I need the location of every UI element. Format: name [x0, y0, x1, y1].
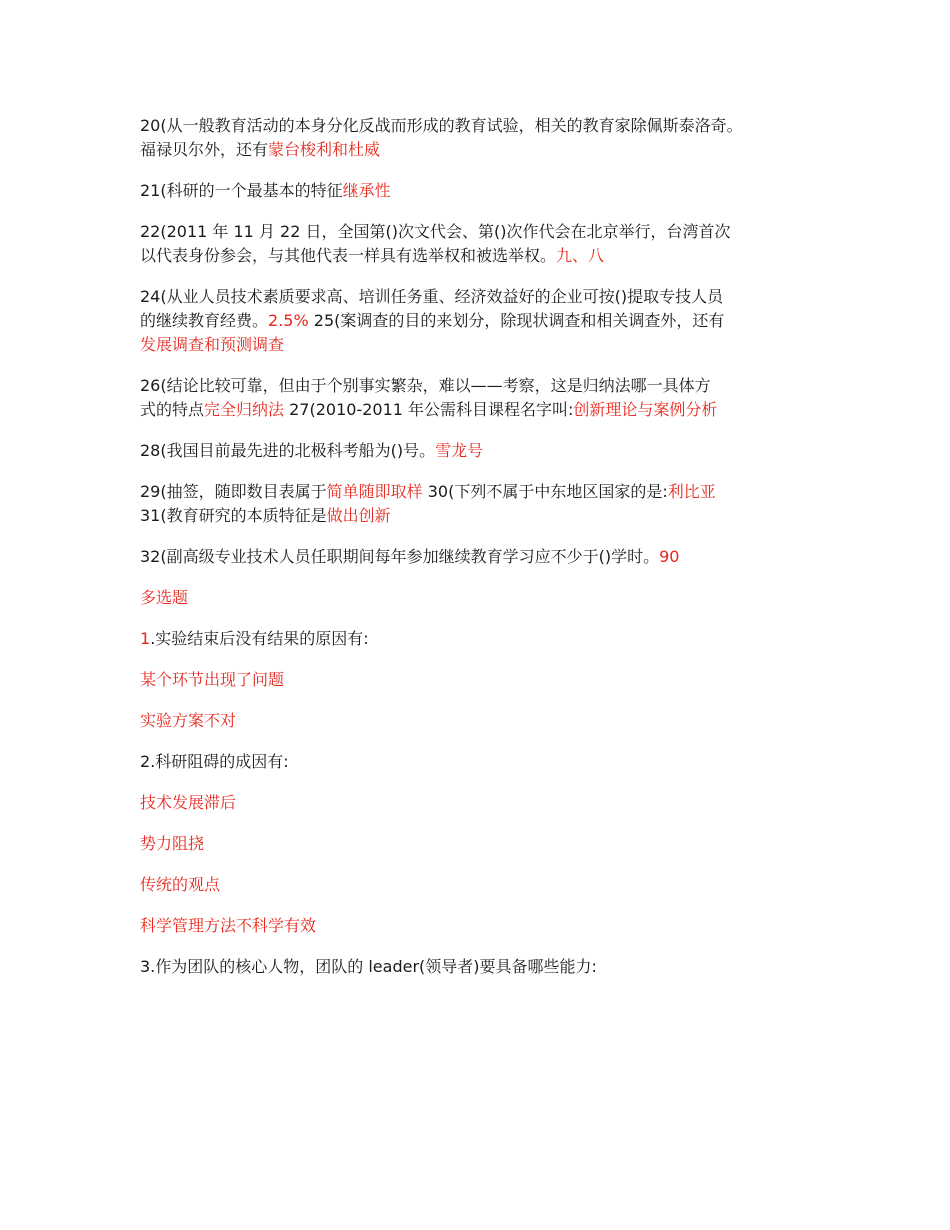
text-line	[140, 627, 840, 651]
answer-text: 科学管理方法不科学有效	[140, 916, 317, 935]
answer-text: 完全归纳法	[204, 400, 285, 419]
text-line	[140, 374, 840, 398]
question-text: 20(从一般教育活动的本身分化反战而形成的教育试验，相关的教育家除佩斯泰洛奇。	[140, 116, 743, 135]
text-line	[140, 955, 840, 979]
question-text: 28(我国目前最先进的北极科考船为()号。	[140, 441, 436, 460]
paragraph	[140, 374, 840, 422]
text-line	[140, 668, 840, 692]
paragraph	[140, 668, 840, 692]
paragraph	[140, 750, 840, 774]
answer-text: 发展调查和预测调查	[140, 335, 285, 354]
paragraph	[140, 709, 840, 733]
text-line	[140, 873, 840, 897]
paragraph	[140, 791, 840, 815]
text-line	[140, 586, 840, 610]
text-line	[140, 545, 840, 569]
text-line	[140, 220, 840, 244]
question-text: 以代表身份参会，与其他代表一样具有选举权和被选举权。	[140, 246, 557, 265]
question-text: 福禄贝尔外，还有	[140, 140, 269, 159]
answer-text: 势力阻挠	[140, 834, 205, 853]
question-text: 29(抽签，随即数目表属于	[140, 482, 327, 501]
question-text: 26(结论比较可靠，但由于个别事实繁杂，难以——考察，这是归纳法哪一具体方	[140, 376, 711, 395]
answer-text: 蒙台梭利和杜威	[268, 140, 381, 159]
answer-text: 传统的观点	[140, 875, 221, 894]
document-page	[140, 114, 840, 996]
answer-text: 2.5%	[268, 311, 309, 330]
answer-text: 某个环节出现了问题	[140, 670, 285, 689]
text-line	[140, 914, 840, 938]
answer-text: 雪龙号	[435, 441, 484, 460]
paragraph	[140, 586, 840, 610]
text-line	[140, 138, 840, 162]
question-text: 31(教育研究的本质特征是	[140, 506, 327, 525]
answer-text: 创新理论与案例分析	[573, 400, 718, 419]
text-line	[140, 504, 840, 528]
text-line	[140, 114, 840, 138]
paragraph	[140, 914, 840, 938]
answer-text: 九、八	[556, 246, 605, 265]
text-line	[140, 244, 840, 268]
question-text: 的继续教育经费。	[140, 311, 269, 330]
question-text: 2.科研阻碍的成因有:	[140, 752, 289, 771]
paragraph	[140, 627, 840, 651]
question-text: 27(2010-2011 年公需科目课程名字叫:	[284, 400, 574, 419]
text-line	[140, 309, 840, 333]
answer-text: 做出创新	[326, 506, 391, 525]
text-line	[140, 709, 840, 733]
text-line	[140, 439, 840, 463]
answer-text: 多选题	[140, 588, 189, 607]
answer-text: 实验方案不对	[140, 711, 237, 730]
text-line	[140, 480, 840, 504]
question-text: 30(下列不属于中东地区国家的是:	[422, 482, 668, 501]
text-line	[140, 832, 840, 856]
paragraph	[140, 179, 840, 203]
question-text: 21(科研的一个最基本的特征	[140, 181, 343, 200]
answer-text: 1	[140, 629, 151, 648]
question-text: 22(2011 年 11 月 22 日，全国第()次文代会、第()次作代会在北京举行，台湾首次	[140, 222, 731, 241]
paragraph	[140, 955, 840, 979]
paragraph	[140, 832, 840, 856]
paragraph	[140, 114, 840, 162]
paragraph	[140, 439, 840, 463]
text-line	[140, 333, 840, 357]
answer-text: 90	[659, 547, 680, 566]
question-text: 式的特点	[140, 400, 205, 419]
paragraph	[140, 545, 840, 569]
text-line	[140, 791, 840, 815]
paragraph	[140, 285, 840, 357]
text-line	[140, 398, 840, 422]
answer-text: 技术发展滞后	[140, 793, 237, 812]
question-text: 24(从业人员技术素质要求高、培训任务重、经济效益好的企业可按()提取专技人员	[140, 287, 724, 306]
question-text: .实验结束后没有结果的原因有:	[150, 629, 369, 648]
paragraph	[140, 480, 840, 528]
text-line	[140, 285, 840, 309]
question-text: 3.作为团队的核心人物，团队的 leader(领导者)要具备哪些能力:	[140, 957, 597, 976]
question-text: 32(副高级专业技术人员任职期间每年参加继续教育学习应不少于()学时。	[140, 547, 660, 566]
answer-text: 利比亚	[667, 482, 716, 501]
paragraph	[140, 873, 840, 897]
text-line	[140, 179, 840, 203]
answer-text: 继承性	[342, 181, 391, 200]
text-line	[140, 750, 840, 774]
answer-text: 简单随即取样	[326, 482, 423, 501]
paragraph	[140, 220, 840, 268]
question-text: 25(案调查的目的来划分，除现状调查和相关调查外，还有	[308, 311, 725, 330]
